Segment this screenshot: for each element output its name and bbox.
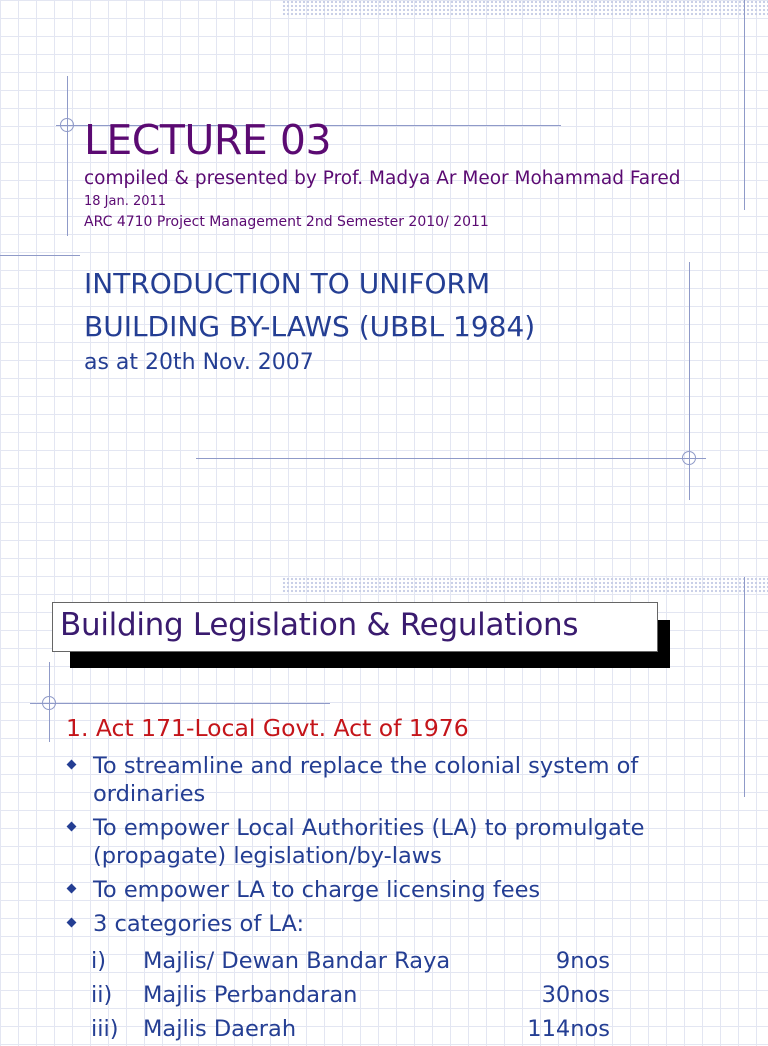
- bullet-item: [66, 814, 706, 870]
- category-name: Majlis Perbandaran: [143, 982, 358, 1008]
- bullet-item: [66, 752, 706, 808]
- diamond-bullet-icon: [67, 822, 77, 832]
- category-count: 114nos: [527, 1016, 610, 1042]
- bullet-text: To empower Local Authorities (LA) to promulgate (propagate) legislation/by-laws: [93, 815, 645, 869]
- bullet-text: To streamline and replace the colonial system of ordinaries: [93, 753, 639, 807]
- crosshair-circle-1: [60, 118, 74, 132]
- compiled-by-text: compiled & presented by Prof. Madya Ar Meor Mohammad Fared: [84, 168, 681, 189]
- bullet-text: 3 categories of LA:: [93, 911, 305, 937]
- category-name: Majlis Daerah: [143, 1016, 297, 1042]
- guide-line-v4: [744, 577, 745, 797]
- bullet-item: [66, 910, 706, 938]
- intro-title-line-1: INTRODUCTION TO UNIFORM: [84, 267, 491, 300]
- guide-line-h4: [30, 703, 330, 704]
- act-title: 1. Act 171-Local Govt. Act of 1976: [66, 714, 469, 742]
- category-row: [66, 944, 706, 978]
- category-count: 9nos: [555, 948, 610, 974]
- bullet-item: [66, 876, 706, 904]
- slide-heading: Building Legislation & Regulations: [60, 607, 579, 643]
- category-count: 30nos: [541, 982, 610, 1008]
- intro-title: [84, 262, 744, 348]
- diamond-bullet-icon: [67, 918, 77, 928]
- lecture-title: LECTURE 03: [84, 116, 332, 164]
- category-number: iii): [91, 1016, 119, 1042]
- bullet-list: [66, 752, 706, 1046]
- lecture-date: 18 Jan. 2011: [84, 194, 167, 209]
- guide-line-v1: [67, 76, 68, 236]
- as-at-date: as at 20th Nov. 2007: [84, 350, 314, 375]
- intro-title-line-2: BUILDING BY-LAWS (UBBL 1984): [84, 310, 536, 343]
- category-row: [66, 978, 706, 1012]
- diamond-bullet-icon: [67, 884, 77, 894]
- guide-line-v2: [744, 0, 745, 210]
- category-number: i): [91, 948, 107, 974]
- guide-line-h3: [196, 458, 706, 459]
- dotted-band-top: [282, 0, 768, 16]
- guide-line-h2: [0, 255, 80, 256]
- diamond-bullet-icon: [67, 760, 77, 770]
- dotted-band-slide2: [282, 577, 768, 593]
- crosshair-circle-3: [42, 696, 56, 710]
- category-number: ii): [91, 982, 113, 1008]
- category-row: [66, 1012, 706, 1046]
- category-name: Majlis/ Dewan Bandar Raya: [143, 948, 451, 974]
- bullet-text: To empower LA to charge licensing fees: [93, 877, 541, 903]
- course-info: ARC 4710 Project Management 2nd Semester 2010/ 2011: [84, 214, 489, 230]
- crosshair-circle-2: [682, 451, 696, 465]
